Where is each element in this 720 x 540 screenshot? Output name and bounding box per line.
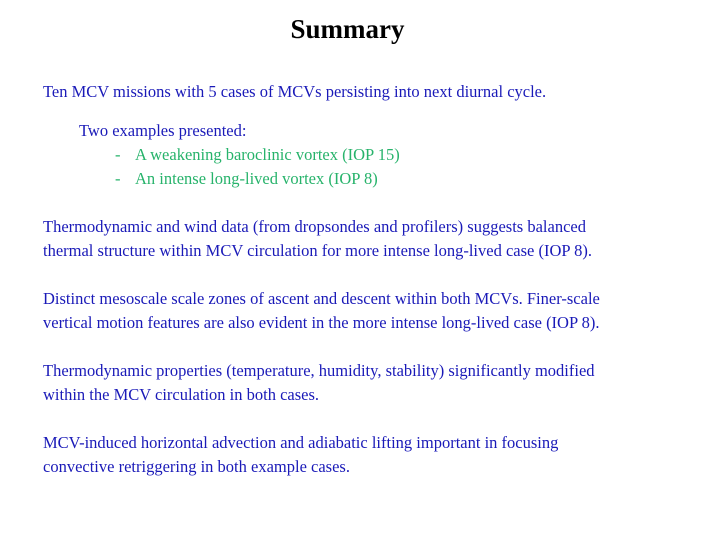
summary-paragraph-thermal-structure <box>43 215 703 263</box>
summary-paragraph-missions: Ten MCV missions with 5 cases of MCVs persisting into next diurnal cycle. <box>43 82 547 101</box>
paragraph-line: MCV-induced horizontal advection and adiabatic lifting important in focusing <box>43 433 559 452</box>
paragraph-line: thermal structure within MCV circulation for more intense long-lived case (IOP 8). <box>43 241 592 260</box>
paragraph-line: Thermodynamic properties (temperature, humidity, stability) significantly modified <box>43 361 595 380</box>
summary-paragraph-advection <box>43 431 703 479</box>
spacer <box>43 335 703 359</box>
spacer <box>43 407 703 431</box>
page-title: Summary <box>290 14 405 44</box>
bullet-dash: - <box>115 169 121 188</box>
paragraph-line: Thermodynamic and wind data (from dropsondes and profilers) suggests balanced <box>43 217 586 236</box>
examples-heading: Two examples presented: <box>79 121 247 140</box>
paragraph-line: within the MCV circulation in both cases. <box>43 385 320 404</box>
summary-paragraph-thermodynamic-properties <box>43 359 703 407</box>
bullet-item-iop8 <box>43 167 703 191</box>
paragraph-line: Distinct mesoscale scale zones of ascent and descent within both MCVs. Finer-scale <box>43 289 600 308</box>
bullet-text: A weakening baroclinic vortex (IOP 15) <box>135 145 400 164</box>
bullet-item-iop15 <box>43 143 703 167</box>
summary-paragraph-vertical-motion <box>43 287 703 335</box>
bullet-text: An intense long-lived vortex (IOP 8) <box>135 169 378 188</box>
paragraph-line: convective retriggering in both example cases. <box>43 457 350 476</box>
paragraph-line: vertical motion features are also evident in the more intense long-lived case (IOP 8). <box>43 313 600 332</box>
spacer <box>43 191 703 215</box>
bullet-dash: - <box>115 145 121 164</box>
slide-content <box>43 80 703 479</box>
spacer <box>43 263 703 287</box>
examples-block <box>43 119 703 191</box>
